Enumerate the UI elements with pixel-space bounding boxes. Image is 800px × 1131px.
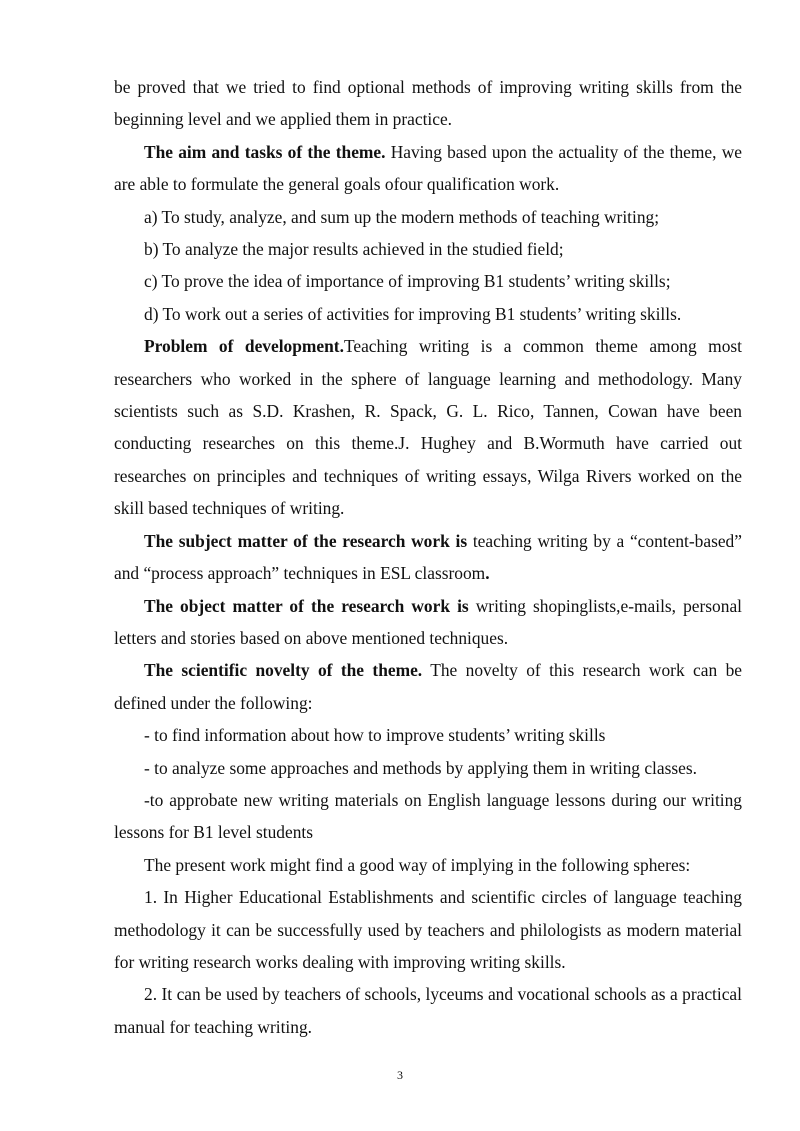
heading-aim-and-tasks: The aim and tasks of the theme. <box>144 141 386 162</box>
list-item-a: a) To study, analyze, and sum up the modern methods of teaching writing; <box>144 206 660 227</box>
heading-object-matter: The object matter of the research work is <box>144 595 469 616</box>
sphere-item-2: 2. It can be used by teachers of schools, lyceums and vocational schools as a practical manual for teaching writing. <box>114 984 742 1037</box>
paragraph-problem-of-development: Problem of development.Teaching writing is a common theme among most researchers who worked in the sphere of language learning and methodology. Many scientists such as S.D. Krashen, R. Spack, G. L. Rico, Tannen, Cowan have been conducting researches on this theme.J. Hughey and B.Wormuth have carried out researches on principles and techniques of writing essays, Wilga Rivers worked on the skill based techniques of writing. <box>114 336 742 519</box>
heading-subject-matter: The subject matter of the research work is <box>144 530 468 551</box>
heading-problem-of-development: Problem of development. <box>144 336 344 357</box>
paragraph-subject-matter: The subject matter of the research work is teaching writing by a “content-based” and “process approach” techniques in ESL classroom. <box>114 530 742 584</box>
novelty-item-1: - to find information about how to improve students’ writing skills <box>144 725 606 746</box>
novelty-item-3: -to approbate new writing materials on English language lessons during our writing lessons for B1 level students <box>114 789 742 843</box>
paragraph-continuation: be proved that we tried to find optional methods of improving writing skills from the beginning level and we applied them in practice. <box>114 77 742 130</box>
paragraph-scientific-novelty: The scientific novelty of the theme. The novelty of this research work can be defined under the following: <box>114 660 742 713</box>
heading-scientific-novelty: The scientific novelty of the theme. <box>144 660 423 681</box>
paragraph-spheres-intro: The present work might find a good way of implying in the following spheres: <box>144 854 691 875</box>
document-page <box>114 71 742 1043</box>
paragraph-aim-and-tasks: The aim and tasks of the theme. Having based upon the actuality of the theme, we are able to formulate the general goals ofour qualification work. <box>114 141 742 195</box>
list-item-d: d) To work out a series of activities for improving B1 students’ writing skills. <box>144 303 682 324</box>
list-item-b: b) To analyze the major results achieved in the studied field; <box>144 239 564 260</box>
novelty-item-2: - to analyze some approaches and methods by applying them in writing classes. <box>144 757 697 778</box>
list-item-c: c) To prove the idea of importance of improving B1 students’ writing skills; <box>144 271 671 292</box>
paragraph-object-matter: The object matter of the research work is writing shopinglists,e-mails, personal letters and stories based on above mentioned techniques. <box>114 595 742 648</box>
sphere-item-1: 1. In Higher Educational Establishments and scientific circles of language teaching methodology it can be successfully used by teachers and philologists as modern material for writing research works dealing with improving writing skills. <box>114 887 742 972</box>
page-number: 3 <box>397 1068 403 1082</box>
